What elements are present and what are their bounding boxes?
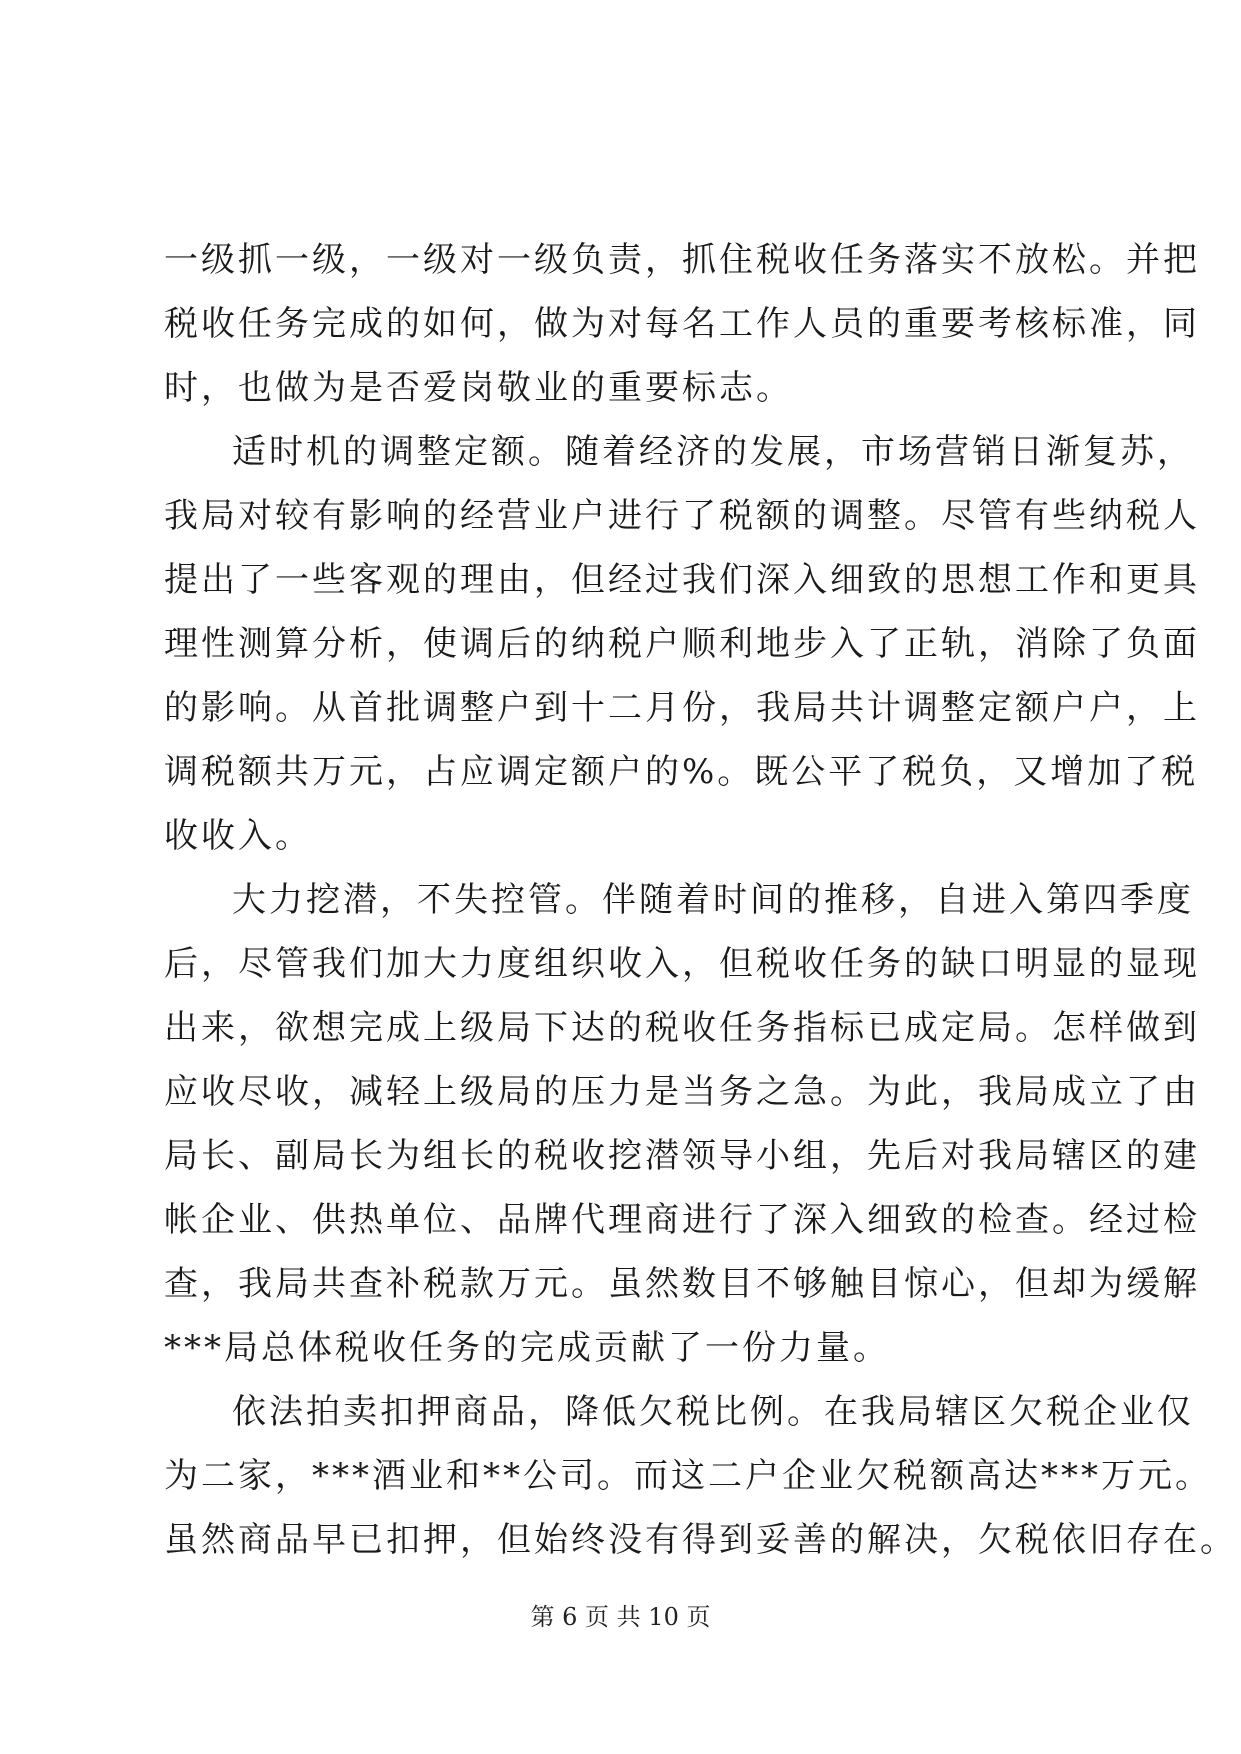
- text-line: 后，尽管我们加大力度组织收入，但税收任务的缺口明显的显现: [164, 944, 1200, 984]
- text-line: 收收入。: [164, 816, 312, 856]
- paragraph: [164, 1380, 1237, 1572]
- paragraph: [164, 868, 1200, 1380]
- text-line: 我局对较有影响的经营业户进行了税额的调整。尽管有些纳税人: [164, 496, 1200, 536]
- text-line: 大力挖潜，不失控管。伴随着时间的推移，自进入第四季度: [232, 880, 1194, 920]
- text-line: 一级抓一级，一级对一级负责，抓住税收任务落实不放松。并把: [164, 240, 1200, 280]
- text-line: 查，我局共查补税款万元。虽然数目不够触目惊心，但却为缓解: [164, 1264, 1200, 1304]
- text-line: 提出了一些客观的理由，但经过我们深入细致的思想工作和更具: [164, 560, 1200, 600]
- text-line: 出来，欲想完成上级局下达的税收任务指标已成定局。怎样做到: [164, 1008, 1200, 1048]
- text-line: 时，也做为是否爱岗敬业的重要标志。: [164, 368, 793, 408]
- page-number: 第 6 页 共 10 页: [530, 1603, 711, 1631]
- text-line: 应收尽收，减轻上级局的压力是当务之急。为此，我局成立了由: [164, 1072, 1200, 1112]
- document-body: [164, 228, 1237, 1572]
- text-line: 调税额共万元，占应调定额户的%。既公平了税负，又增加了税: [164, 752, 1199, 792]
- text-line: 局长、副局长为组长的税收挖潜领导小组，先后对我局辖区的建: [164, 1136, 1200, 1176]
- text-line: 的影响。从首批调整户到十二月份，我局共计调整定额户户，上: [164, 688, 1200, 728]
- text-line: 理性测算分析，使调后的纳税户顺利地步入了正轨，消除了负面: [164, 624, 1200, 664]
- text-line: 帐企业、供热单位、品牌代理商进行了深入细致的检查。经过检: [164, 1200, 1200, 1240]
- paragraph: [164, 228, 1200, 420]
- text-line: 税收任务完成的如何，做为对每名工作人员的重要考核标准，同: [164, 304, 1200, 344]
- text-line: ***局总体税收任务的完成贡献了一份力量。: [164, 1328, 890, 1368]
- text-line: 虽然商品早已扣押，但始终没有得到妥善的解决，欠税依旧存在。: [164, 1520, 1237, 1560]
- text-line: 适时机的调整定额。随着经济的发展，市场营销日渐复苏，: [232, 432, 1194, 472]
- text-line: 为二家，***酒业和**公司。而这二户企业欠税额高达***万元。: [164, 1456, 1212, 1496]
- paragraph: [164, 420, 1200, 868]
- text-line: 依法拍卖扣押商品，降低欠税比例。在我局辖区欠税企业仅: [232, 1392, 1194, 1432]
